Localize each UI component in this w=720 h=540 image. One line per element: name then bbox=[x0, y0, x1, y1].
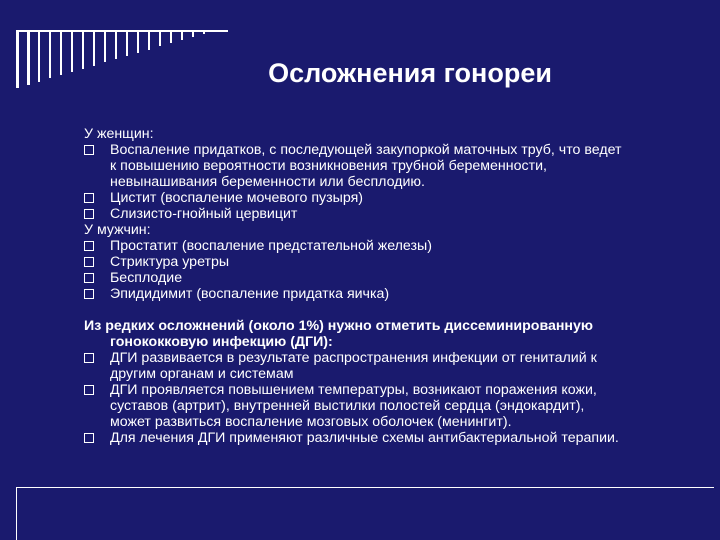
decorative-stripe bbox=[104, 30, 106, 62]
list-item: Для лечения ДГИ применяют различные схемы антибактериальной терапии. bbox=[84, 430, 704, 446]
square-bullet-icon bbox=[84, 385, 94, 395]
list-item: ДГИ развивается в результате распространения инфекции от гениталий к другим органам и системам bbox=[84, 350, 704, 382]
men-heading: У мужчин: bbox=[84, 222, 151, 238]
square-bullet-icon bbox=[84, 433, 94, 443]
list-item: Бесплодие bbox=[84, 270, 704, 286]
square-bullet-icon bbox=[84, 209, 94, 219]
rare-intro: Из редких осложнений (около 1%) нужно отметить диссеминированную гонококковую инфекцию (ДГИ): bbox=[84, 318, 594, 350]
list-item: Простатит (воспаление предстательной железы) bbox=[84, 238, 704, 254]
slide-content bbox=[84, 126, 704, 446]
decorative-stripe bbox=[27, 30, 30, 85]
decorative-stripe bbox=[49, 30, 51, 78]
decorative-stripe bbox=[159, 30, 161, 46]
decorative-stripe bbox=[181, 30, 183, 40]
decorative-stripe bbox=[203, 30, 205, 34]
decorative-stripe bbox=[16, 30, 19, 88]
decorative-stripe bbox=[93, 30, 95, 66]
decorative-stripe bbox=[115, 30, 117, 59]
list-item: ДГИ проявляется повышением температуры, возникают поражения кожи, суставов (артрит), внутренней выстилки полостей сердца (эндокардит), может развиться воспаление мозговых оболочек (менингит). bbox=[84, 382, 704, 430]
slide-title: Осложнения гонореи bbox=[268, 58, 552, 88]
decorative-stripe bbox=[137, 30, 139, 53]
square-bullet-icon bbox=[84, 257, 94, 267]
list-item: Стриктура уретры bbox=[84, 254, 704, 270]
square-bullet-icon bbox=[84, 193, 94, 203]
decorative-stripe bbox=[170, 30, 172, 43]
women-heading: У женщин: bbox=[84, 126, 154, 142]
square-bullet-icon bbox=[84, 241, 94, 251]
decorative-stripe bbox=[82, 30, 84, 69]
decorative-stripe bbox=[148, 30, 150, 50]
list-item: Цистит (воспаление мочевого пузыря) bbox=[84, 190, 704, 206]
square-bullet-icon bbox=[84, 353, 94, 363]
list-item: Эпидидимит (воспаление придатка яичка) bbox=[84, 286, 704, 302]
decorative-stripe bbox=[38, 30, 40, 82]
square-bullet-icon bbox=[84, 145, 94, 155]
square-bullet-icon bbox=[84, 289, 94, 299]
decorative-bottom-vertical bbox=[16, 487, 17, 540]
decorative-stripe bbox=[192, 30, 194, 37]
decorative-stripe bbox=[126, 30, 128, 56]
decorative-bottom-rule bbox=[16, 487, 714, 488]
decorative-stripe bbox=[60, 30, 62, 75]
decorative-stripe bbox=[71, 30, 73, 72]
square-bullet-icon bbox=[84, 273, 94, 283]
list-item: Воспаление придатков, с последующей закупоркой маточных труб, что ведет к повышению вероятности возникновения трубной беременности, невынашивания беременности или бесплодию. bbox=[84, 142, 704, 190]
list-item: Слизисто-гнойный цервицит bbox=[84, 206, 704, 222]
